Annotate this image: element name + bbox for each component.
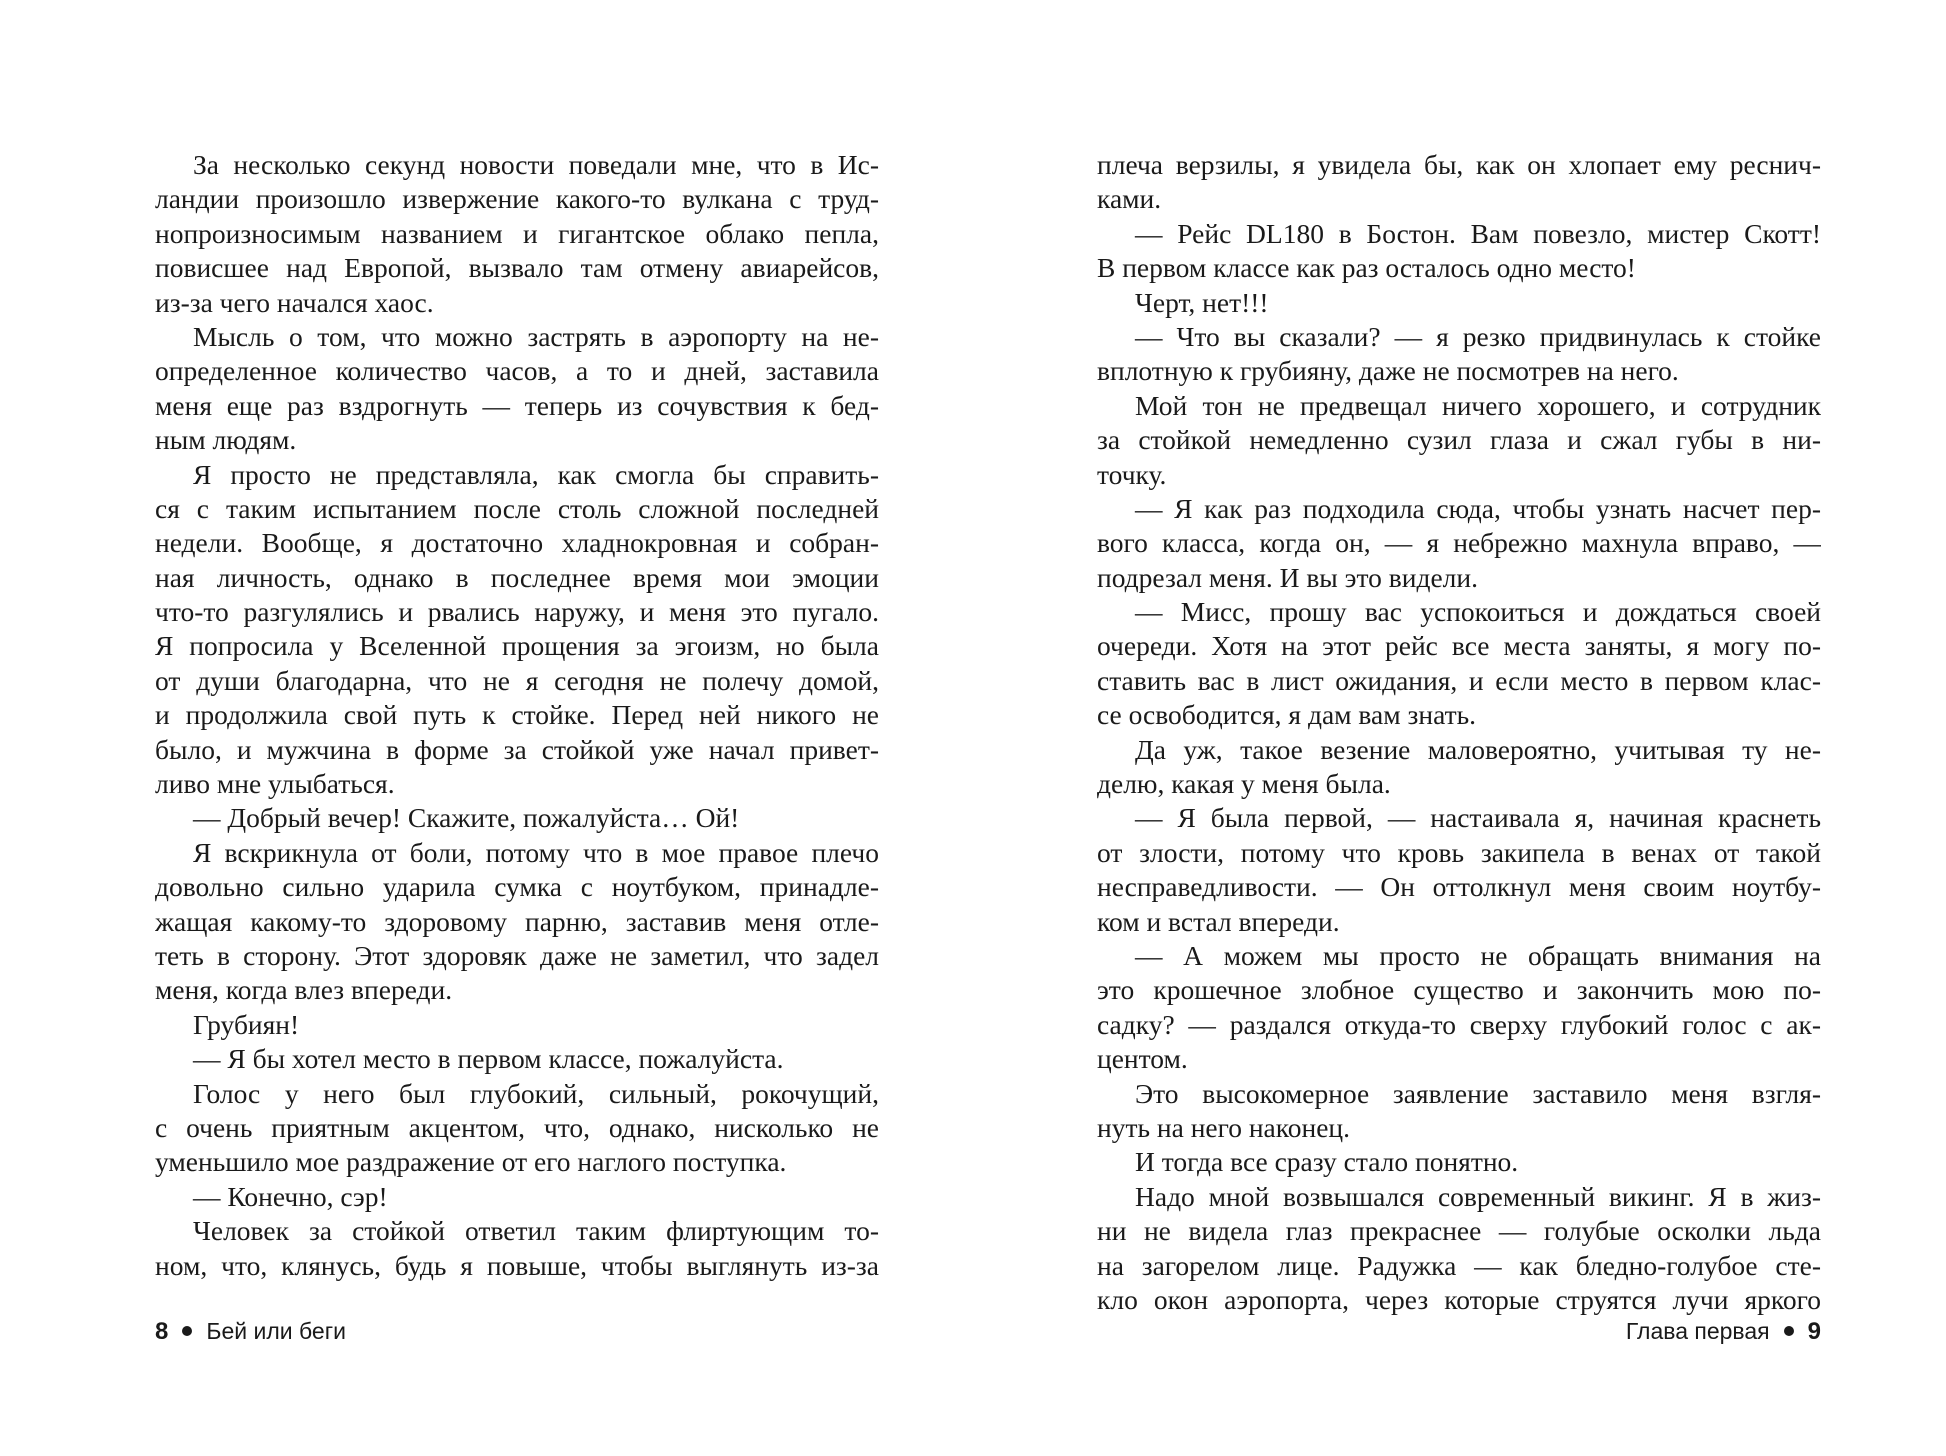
text-line: от души благодарна, что не я сегодня не полечу домой, [155, 664, 879, 696]
text-line: В первом классе как раз осталось одно место! [1097, 252, 1636, 284]
text-line: — Мисс, прошу вас успокоиться и дождаться своей [1135, 596, 1821, 628]
text-line: ни не видела глаз прекраснее — голубые осколки льда [1097, 1215, 1821, 1247]
text-line: делю, какая у меня была. [1097, 768, 1391, 800]
text-line: ландии произошло извержение какого-то вулкана с труд- [155, 183, 879, 215]
text-line: вплотную к грубияну, даже не посмотрев на него. [1097, 355, 1679, 387]
left-running-title: Бей или беги [206, 1318, 346, 1344]
text-line: теть в сторону. Этот здоровяк даже не заметил, что задел [155, 939, 879, 971]
text-line: се освободится, я дам вам знать. [1097, 699, 1477, 731]
text-line: — Я бы хотел место в первом классе, пожалуйста. [193, 1043, 784, 1075]
text-line: — Конечно, сэр! [193, 1180, 388, 1212]
text-line: недели. Вообще, я достаточно хладнокровная и собран- [155, 527, 879, 559]
text-line: это крошечное злобное существо и закончить мою по- [1097, 974, 1821, 1006]
text-line: нопроизносимым названием и гигантское облако пепла, [155, 217, 879, 249]
text-line: от злости, потому что кровь закипела в венах от такой [1097, 836, 1821, 868]
text-line: За несколько секунд новости поведали мне, что в Ис- [193, 149, 879, 180]
left-page-number: 8 [155, 1318, 169, 1345]
text-line: Мысль о том, что можно застрять в аэропорту на не- [193, 320, 879, 352]
text-line: — Я была первой, — настаивала я, начиная краснеть [1135, 802, 1821, 834]
text-line: — А можем мы просто не обращать внимания на [1135, 939, 1821, 971]
text-line: — Рейс DL180 в Бостон. Вам повезло, мистер Скотт! [1135, 217, 1821, 249]
bullet-icon [182, 1326, 192, 1336]
text-line: уменьшило мое раздражение от его наглого поступка. [155, 1146, 787, 1178]
text-line: кло окон аэропорта, через которые струятся лучи яркого [1097, 1283, 1821, 1315]
text-line: — Я как раз подходила сюда, чтобы узнать насчет пер- [1135, 492, 1821, 524]
text-line: Да уж, такое везение маловероятно, учитывая ту не- [1135, 733, 1821, 765]
text-line: — Что вы сказали? — я резко придвинулась к стойке [1135, 320, 1821, 352]
text-line: ном, что, клянусь, будь я повыше, чтобы выглянуть из-за [155, 1249, 879, 1281]
text-line: Я попросила у Вселенной прощения за эгоизм, но была [155, 630, 879, 662]
text-line: центом. [1097, 1043, 1188, 1075]
right-page [1097, 148, 1821, 1317]
bullet-icon [1784, 1326, 1794, 1336]
right-footer [1097, 1314, 1821, 1348]
text-line: что-то разгулялись и рвались наружу, и меня это пугало. [155, 596, 879, 628]
text-line: ливо мне улыбаться. [155, 768, 395, 800]
text-line: на загорелом лице. Радужка — как бледно-голубое сте- [1097, 1249, 1821, 1281]
text-line: меня еще раз вздрогнуть — теперь из сочувствия к бед- [155, 389, 879, 421]
text-line: Черт, нет!!! [1135, 286, 1269, 318]
text-line: Мой тон не предвещал ничего хорошего, и сотрудник [1135, 389, 1821, 421]
text-line: подрезал меня. И вы это видели. [1097, 561, 1478, 593]
text-line: ным людям. [155, 424, 297, 456]
text-line: с очень приятным акцентом, что, однако, нисколько не [155, 1111, 879, 1143]
left-page [155, 148, 879, 1283]
text-line: Это высокомерное заявление заставило меня взгля- [1135, 1077, 1821, 1109]
text-line: — Добрый вечер! Скажите, пожалуйста… Ой! [193, 802, 740, 834]
text-line: Надо мной возвышался современный викинг. Я в жиз- [1135, 1180, 1821, 1212]
text-line: повисшее над Европой, вызвало там отмену авиарейсов, [155, 252, 879, 284]
right-page-number: 9 [1807, 1318, 1821, 1345]
left-footer [155, 1314, 346, 1348]
text-line: определенное количество часов, а то и дней, заставила [155, 355, 879, 387]
text-line: ся с таким испытанием после столь сложной последней [155, 492, 879, 524]
text-line: за стойкой немедленно сузил глаза и сжал губы в ни- [1097, 424, 1821, 456]
text-line: Голос у него был глубокий, сильный, рокочущий, [193, 1077, 879, 1109]
text-line: и продолжила свой путь к стойке. Перед ней никого не [155, 699, 879, 731]
text-line: Я вскрикнула от боли, потому что в мое правое плечо [193, 836, 879, 868]
text-line: несправедливости. — Он оттолкнул меня своим ноутбу- [1097, 871, 1821, 903]
text-line: очереди. Хотя на этот рейс все места заняты, я могу по- [1097, 630, 1821, 662]
text-line: ком и встал впереди. [1097, 905, 1340, 937]
text-line: вого класса, когда он, — я небрежно махнула вправо, — [1097, 527, 1821, 559]
text-line: нуть на него наконец. [1097, 1111, 1350, 1143]
text-line: из-за чего начался хаос. [155, 286, 434, 318]
text-line: Грубиян! [193, 1008, 300, 1040]
text-line: точку. [1097, 458, 1167, 490]
text-line: ками. [1097, 183, 1162, 215]
text-line: жащая какому-то здоровому парню, заставив меня отле- [155, 905, 879, 937]
text-line: было, и мужчина в форме за стойкой уже начал привет- [155, 733, 879, 765]
text-line: плеча верзилы, я увидела бы, как он хлопает ему реснич- [1097, 149, 1821, 180]
text-line: ная личность, однако в последнее время мои эмоции [155, 561, 879, 593]
text-line: садку? — раздался откуда-то сверху глубокий голос с ак- [1097, 1008, 1821, 1040]
text-line: И тогда все сразу стало понятно. [1135, 1146, 1519, 1178]
text-line: меня, когда влез впереди. [155, 974, 453, 1006]
text-line: Человек за стойкой ответил таким флиртующим то- [193, 1215, 879, 1247]
text-line: довольно сильно ударила сумка с ноутбуком, принадле- [155, 871, 879, 903]
text-line: Я просто не представляла, как смогла бы справить- [193, 458, 879, 490]
right-running-title: Глава первая [1625, 1318, 1770, 1344]
text-line: ставить вас в лист ожидания, и если место в первом клас- [1097, 664, 1821, 696]
